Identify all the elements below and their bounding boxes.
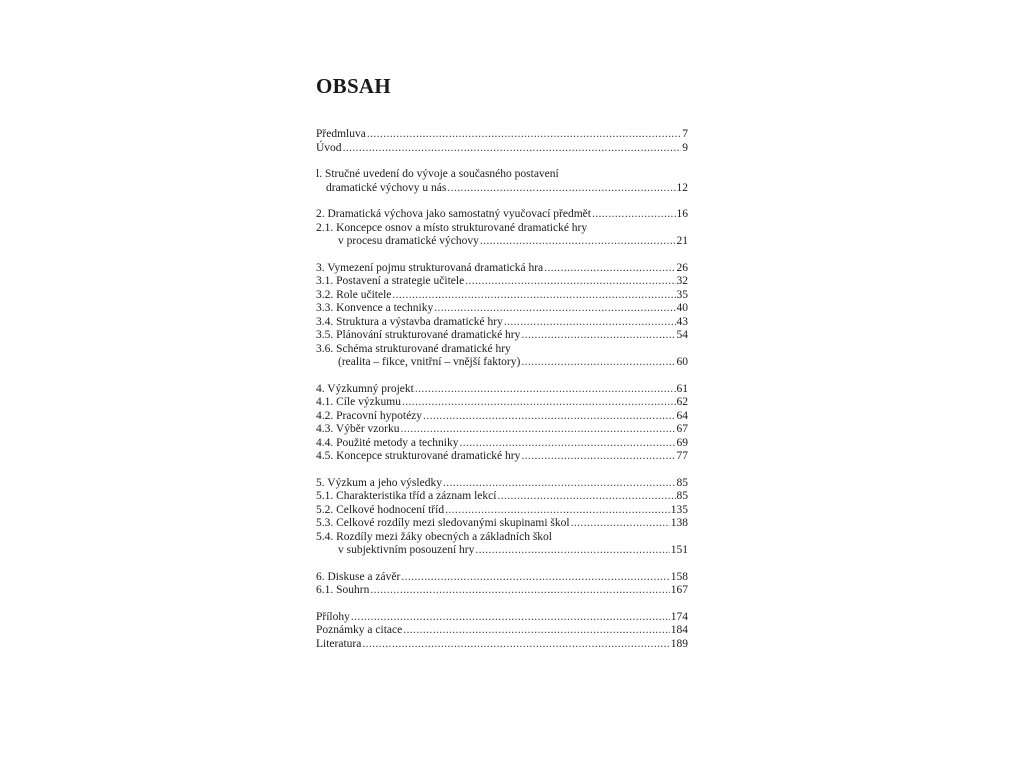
dot-leader xyxy=(497,490,675,504)
toc-entry[interactable] xyxy=(316,182,688,196)
toc-group xyxy=(316,208,688,249)
toc-entry-label: dramatické výchovy u nás xyxy=(326,181,447,194)
toc-page-number: 138 xyxy=(670,517,688,529)
toc-entry-label: 5.1. Charakteristika tříd a záznam lekcí xyxy=(316,490,497,502)
toc-page-number: 16 xyxy=(676,208,688,220)
toc-entry[interactable] xyxy=(316,504,688,518)
toc-entry-label: (realita – fikce, vnitřní – vnější faktory) xyxy=(338,356,521,368)
dot-leader xyxy=(480,235,676,249)
toc-entry-label: 3.2. Role učitele xyxy=(316,288,392,301)
dot-leader xyxy=(351,611,670,625)
toc-page-number: 62 xyxy=(676,396,688,408)
toc-page-number: 151 xyxy=(670,544,688,556)
toc-entry-label: 5.3. Celkové rozdíly mezi sledovanými skupinami škol xyxy=(316,517,570,529)
toc-page-number: 77 xyxy=(676,450,688,462)
toc-page-number: 174 xyxy=(670,610,688,623)
dot-leader xyxy=(475,544,669,558)
toc-entry[interactable] xyxy=(316,208,688,222)
toc-entry-label: 3.6. Schéma strukturované dramatické hry xyxy=(316,342,511,355)
toc-entry-label: 5.2. Celkové hodnocení tříd xyxy=(316,503,445,516)
toc-page-number: 189 xyxy=(670,637,688,650)
toc-entry[interactable] xyxy=(316,235,688,249)
dot-leader xyxy=(401,571,669,585)
dot-leader xyxy=(571,517,670,531)
toc-entry[interactable] xyxy=(316,477,688,491)
toc-entry[interactable] xyxy=(316,450,688,464)
toc-entry-label: 6.1. Souhrn xyxy=(316,584,370,596)
toc-group xyxy=(316,128,688,155)
toc-entry[interactable] xyxy=(316,302,688,316)
toc-page-number: 69 xyxy=(676,436,688,449)
dot-leader xyxy=(423,410,675,424)
toc-page-number: 167 xyxy=(670,584,688,596)
toc-page-number: 60 xyxy=(676,356,688,368)
toc-entry-label: 3.4. Struktura a výstavba dramatické hry xyxy=(316,315,503,328)
dot-leader xyxy=(443,477,676,491)
toc-entry-label: l. Stručné uvedení do vývoje a současného postavení xyxy=(316,168,559,180)
toc-entry[interactable] xyxy=(316,396,688,410)
dot-leader xyxy=(445,504,670,518)
toc-page-number: 21 xyxy=(676,235,688,247)
toc-entry-label: 3.5. Plánování strukturované dramatické hry xyxy=(316,329,521,341)
toc-entry-label: 5.4. Rozdíly mezi žáky obecných a základních škol xyxy=(316,530,552,543)
dot-leader xyxy=(544,262,675,276)
dot-leader xyxy=(447,182,675,196)
toc-page-number: 64 xyxy=(676,409,688,422)
toc-page-number: 12 xyxy=(676,181,688,194)
toc-page-number: 67 xyxy=(676,423,688,435)
toc-entry-label: 6. Diskuse a závěr xyxy=(316,570,401,583)
toc-entry-label: 5. Výzkum a jeho výsledky xyxy=(316,476,442,489)
toc-entry-label: v subjektivním posouzení hry xyxy=(338,544,475,556)
toc-entry-label: Přílohy xyxy=(316,610,350,623)
toc-entry-label: 4.5. Koncepce strukturované dramatické hry xyxy=(316,450,521,462)
toc-entry[interactable] xyxy=(316,544,688,558)
toc-entry[interactable] xyxy=(316,262,688,276)
toc-entry[interactable] xyxy=(316,423,688,437)
toc-group xyxy=(316,477,688,558)
dot-leader xyxy=(459,437,675,451)
toc-entry[interactable] xyxy=(316,168,688,182)
table-of-contents xyxy=(316,72,688,664)
toc-entry[interactable] xyxy=(316,222,688,236)
dot-leader xyxy=(592,208,676,222)
toc-entry[interactable] xyxy=(316,584,688,598)
toc-entry-label: 4.4. Použité metody a techniky xyxy=(316,436,459,449)
toc-page-number: 43 xyxy=(676,315,688,328)
dot-leader xyxy=(367,128,681,142)
toc-entry[interactable] xyxy=(316,571,688,585)
toc-page-number: 85 xyxy=(676,476,688,489)
dot-leader xyxy=(521,329,675,343)
toc-group xyxy=(316,168,688,195)
toc-entry-label: Úvod xyxy=(316,141,342,154)
toc-page-number: 85 xyxy=(676,490,688,502)
toc-page-number: 40 xyxy=(676,302,688,314)
dot-leader xyxy=(403,624,670,638)
dot-leader xyxy=(362,638,669,652)
toc-entry[interactable] xyxy=(316,289,688,303)
toc-entry[interactable] xyxy=(316,383,688,397)
toc-page-number: 7 xyxy=(682,128,688,140)
toc-entry[interactable] xyxy=(316,356,688,370)
toc-page-number: 35 xyxy=(676,288,688,301)
dot-leader xyxy=(402,396,676,410)
toc-entry[interactable] xyxy=(316,437,688,451)
toc-entry[interactable] xyxy=(316,142,688,156)
toc-entry[interactable] xyxy=(316,343,688,357)
toc-page-number: 26 xyxy=(676,261,688,274)
dot-leader xyxy=(434,302,675,316)
dot-leader xyxy=(343,142,682,156)
toc-page-number: 61 xyxy=(676,382,688,395)
toc-entry-label: 3.3. Konvence a techniky xyxy=(316,302,434,314)
toc-entry-label: Předmluva xyxy=(316,128,366,140)
toc-entry[interactable] xyxy=(316,624,688,638)
toc-group xyxy=(316,571,688,598)
toc-entry[interactable] xyxy=(316,275,688,289)
toc-entry-label: v procesu dramatické výchovy xyxy=(338,235,479,247)
dot-leader xyxy=(415,383,676,397)
toc-page-number: 184 xyxy=(670,624,688,636)
dot-leader xyxy=(400,423,675,437)
dot-leader xyxy=(465,275,675,289)
toc-entry[interactable] xyxy=(316,128,688,142)
toc-entry-label: 3. Vymezení pojmu strukturovaná dramatická hra xyxy=(316,261,544,274)
toc-entry-label: Poznámky a citace xyxy=(316,624,403,636)
toc-page-number: 135 xyxy=(670,503,688,516)
toc-entry-label: 3.1. Postavení a strategie učitele xyxy=(316,275,465,287)
toc-group xyxy=(316,383,688,464)
toc-entry-label: 2.1. Koncepce osnov a místo strukturované dramatické hry xyxy=(316,221,588,234)
toc-entry[interactable] xyxy=(316,531,688,545)
toc-entry-label: 4.3. Výběr vzorku xyxy=(316,423,400,435)
dot-leader xyxy=(504,316,676,330)
toc-entry-label: 2. Dramatická výchova jako samostatný vyučovací předmět xyxy=(316,208,591,220)
toc-entry[interactable] xyxy=(316,611,688,625)
toc-page-number: 158 xyxy=(670,570,688,583)
toc-page-number: 32 xyxy=(676,275,688,287)
toc-entry[interactable] xyxy=(316,490,688,504)
toc-entry[interactable] xyxy=(316,638,688,652)
toc-entry-label: 4. Výzkumný projekt xyxy=(316,382,414,395)
toc-entry-label: 4.1. Cíle výzkumu xyxy=(316,396,401,408)
dot-leader xyxy=(392,289,675,303)
toc-group xyxy=(316,611,688,652)
toc-entry[interactable] xyxy=(316,517,688,531)
toc-entry[interactable] xyxy=(316,410,688,424)
toc-entry[interactable] xyxy=(316,316,688,330)
dot-leader xyxy=(370,584,669,598)
toc-entry-label: Literatura xyxy=(316,637,362,650)
toc-list xyxy=(316,128,688,651)
toc-entry[interactable] xyxy=(316,329,688,343)
toc-page-number: 9 xyxy=(682,141,688,154)
toc-entry-label: 4.2. Pracovní hypotézy xyxy=(316,409,423,422)
dot-leader xyxy=(521,356,675,370)
toc-group xyxy=(316,262,688,370)
page-title: OBSAH xyxy=(316,74,392,98)
dot-leader xyxy=(521,450,675,464)
toc-page-number: 54 xyxy=(676,329,688,341)
